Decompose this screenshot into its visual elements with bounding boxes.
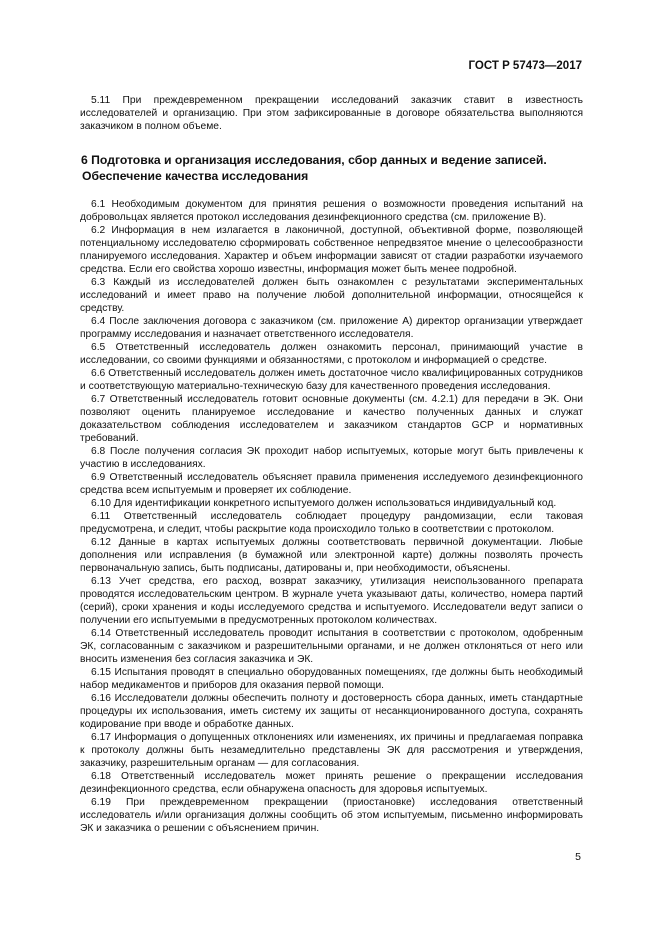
paragraph-5-11: 5.11 При преждевременном прекращении исследований заказчик ставит в известность исследователей и организацию. При этом зафиксированные в договоре обязательства выполняются заказчиком в полном объеме. xyxy=(80,95,583,132)
section-title-line1: 6 Подготовка и организация исследования, сбор данных и ведение записей. xyxy=(81,153,547,167)
paragraph: 6.11 Ответственный исследователь соблюдает процедуру рандомизации, если таковая предусмотрена, и следит, чтобы раскрытие кода происходило только в соответствии с протоколом. xyxy=(80,511,583,535)
section-title-line2: Обеспечение качества исследования xyxy=(82,168,309,183)
page-number: 5 xyxy=(575,851,581,863)
paragraph: 6.7 Ответственный исследователь готовит основные документы (см. 4.2.1) для передачи в ЭК. Они позволяют оценить планируемое исследование и качество полученных данных и служат доказательством соблюдения исследователем и заказчиком стандартов GCP и нормативных требований. xyxy=(80,394,583,444)
paragraph: 6.19 При преждевременном прекращении (приостановке) исследования ответственный исследователь и/или организация должны сообщить об этом испытуемым, письменно информировать ЭК и заказчика о решении с объяснением причин. xyxy=(80,797,583,834)
paragraph: 6.1 Необходимым документом для принятия решения о возможности проведения испытаний на добровольцах является протокол исследования дезинфекционного средства (см. приложение В). xyxy=(80,199,583,223)
paragraph: 6.3 Каждый из исследователей должен быть ознакомлен с результатами экспериментальных исследований и имеет право на получение любой дополнительной информации, относящейся к средству. xyxy=(80,277,583,314)
paragraph: 6.9 Ответственный исследователь объясняет правила применения исследуемого дезинфекционного средства всем испытуемым и проверяет их соблюдение. xyxy=(80,472,583,496)
paragraph: 6.6 Ответственный исследователь должен иметь достаточное число квалифицированных сотрудников и соответствующую материально-техническую базу для качественного проведения исследования. xyxy=(80,368,583,392)
document-body xyxy=(80,94,583,835)
paragraph: 6.8 После получения согласия ЭК проходит набор испытуемых, которые могут быть привлечены к участию в исследованиях. xyxy=(80,446,583,470)
paragraph: 6.5 Ответственный исследователь должен ознакомить персонал, принимающий участие в исследовании, со своими функциями и обязанностями, с протоколом и информацией о средстве. xyxy=(80,342,583,366)
paragraph: 6.14 Ответственный исследователь проводит испытания в соответствии с протоколом, одобренным ЭК, согласованным с заказчиком и разрешительными органами, и не должен отклоняться от него или вносить изменения без согласия заказчика и ЭК. xyxy=(80,628,583,665)
section-title xyxy=(80,153,583,184)
paragraph: 6.15 Испытания проводят в специально оборудованных помещениях, где должны быть необходимый набор медикаментов и приборов для оказания первой помощи. xyxy=(80,667,583,691)
paragraph: 6.18 Ответственный исследователь может принять решение о прекращении исследования дезинфекционного средства, если обнаружена опасность для здоровья испытуемых. xyxy=(80,771,583,795)
paragraph: 6.17 Информация о допущенных отклонениях или изменениях, их причины и предлагаемая поправка к протоколу должны быть незамедлительно представлены ЭК для рассмотрения и утверждения, заказчику, разрешительным органам — для согласования. xyxy=(80,732,583,769)
paragraph: 6.16 Исследователи должны обеспечить полноту и достоверность сбора данных, иметь стандартные процедуры их использования, иметь систему их защиты от несанкционированного доступа, сохранять кодирование при вводе и обработке данных. xyxy=(80,693,583,730)
paragraph: 6.10 Для идентификации конкретного испытуемого должен использоваться индивидуальный код. xyxy=(91,498,557,509)
paragraph: 6.13 Учет средства, его расход, возврат заказчику, утилизация неиспользованного препарата проводятся исследовательским центром. В журнале учета указывают даты, количество, номера партий (серий), сроки хранения и коды исследуемого средства и испытуемого. Исследователи ведут записи о получении его испытуемыми в предусмотренных протоколом количествах. xyxy=(80,576,583,626)
paragraph: 6.2 Информация в нем излагается в лаконичной, доступной, объективной форме, позволяющей потенциальному исследователю сформировать собственное непредвзятое мнение о целесообразности планируемого исследования. Характер и объем информации зависят от стадии разработки изучаемого средства. Если его свойства хорошо известны, информация может быть менее подробной. xyxy=(80,225,583,275)
document-header: ГОСТ Р 57473—2017 xyxy=(468,60,582,72)
paragraph: 6.4 После заключения договора с заказчиком (см. приложение А) директор организации утверждает программу исследования и назначает ответственного исследователя. xyxy=(80,316,583,340)
paragraph: 6.12 Данные в картах испытуемых должны соответствовать первичной документации. Любые дополнения или исправления (в бумажной или электронной карте) должны позволять прочесть первоначальную запись, быть подписаны, датированы и, при необходимости, объяснены. xyxy=(80,537,583,574)
